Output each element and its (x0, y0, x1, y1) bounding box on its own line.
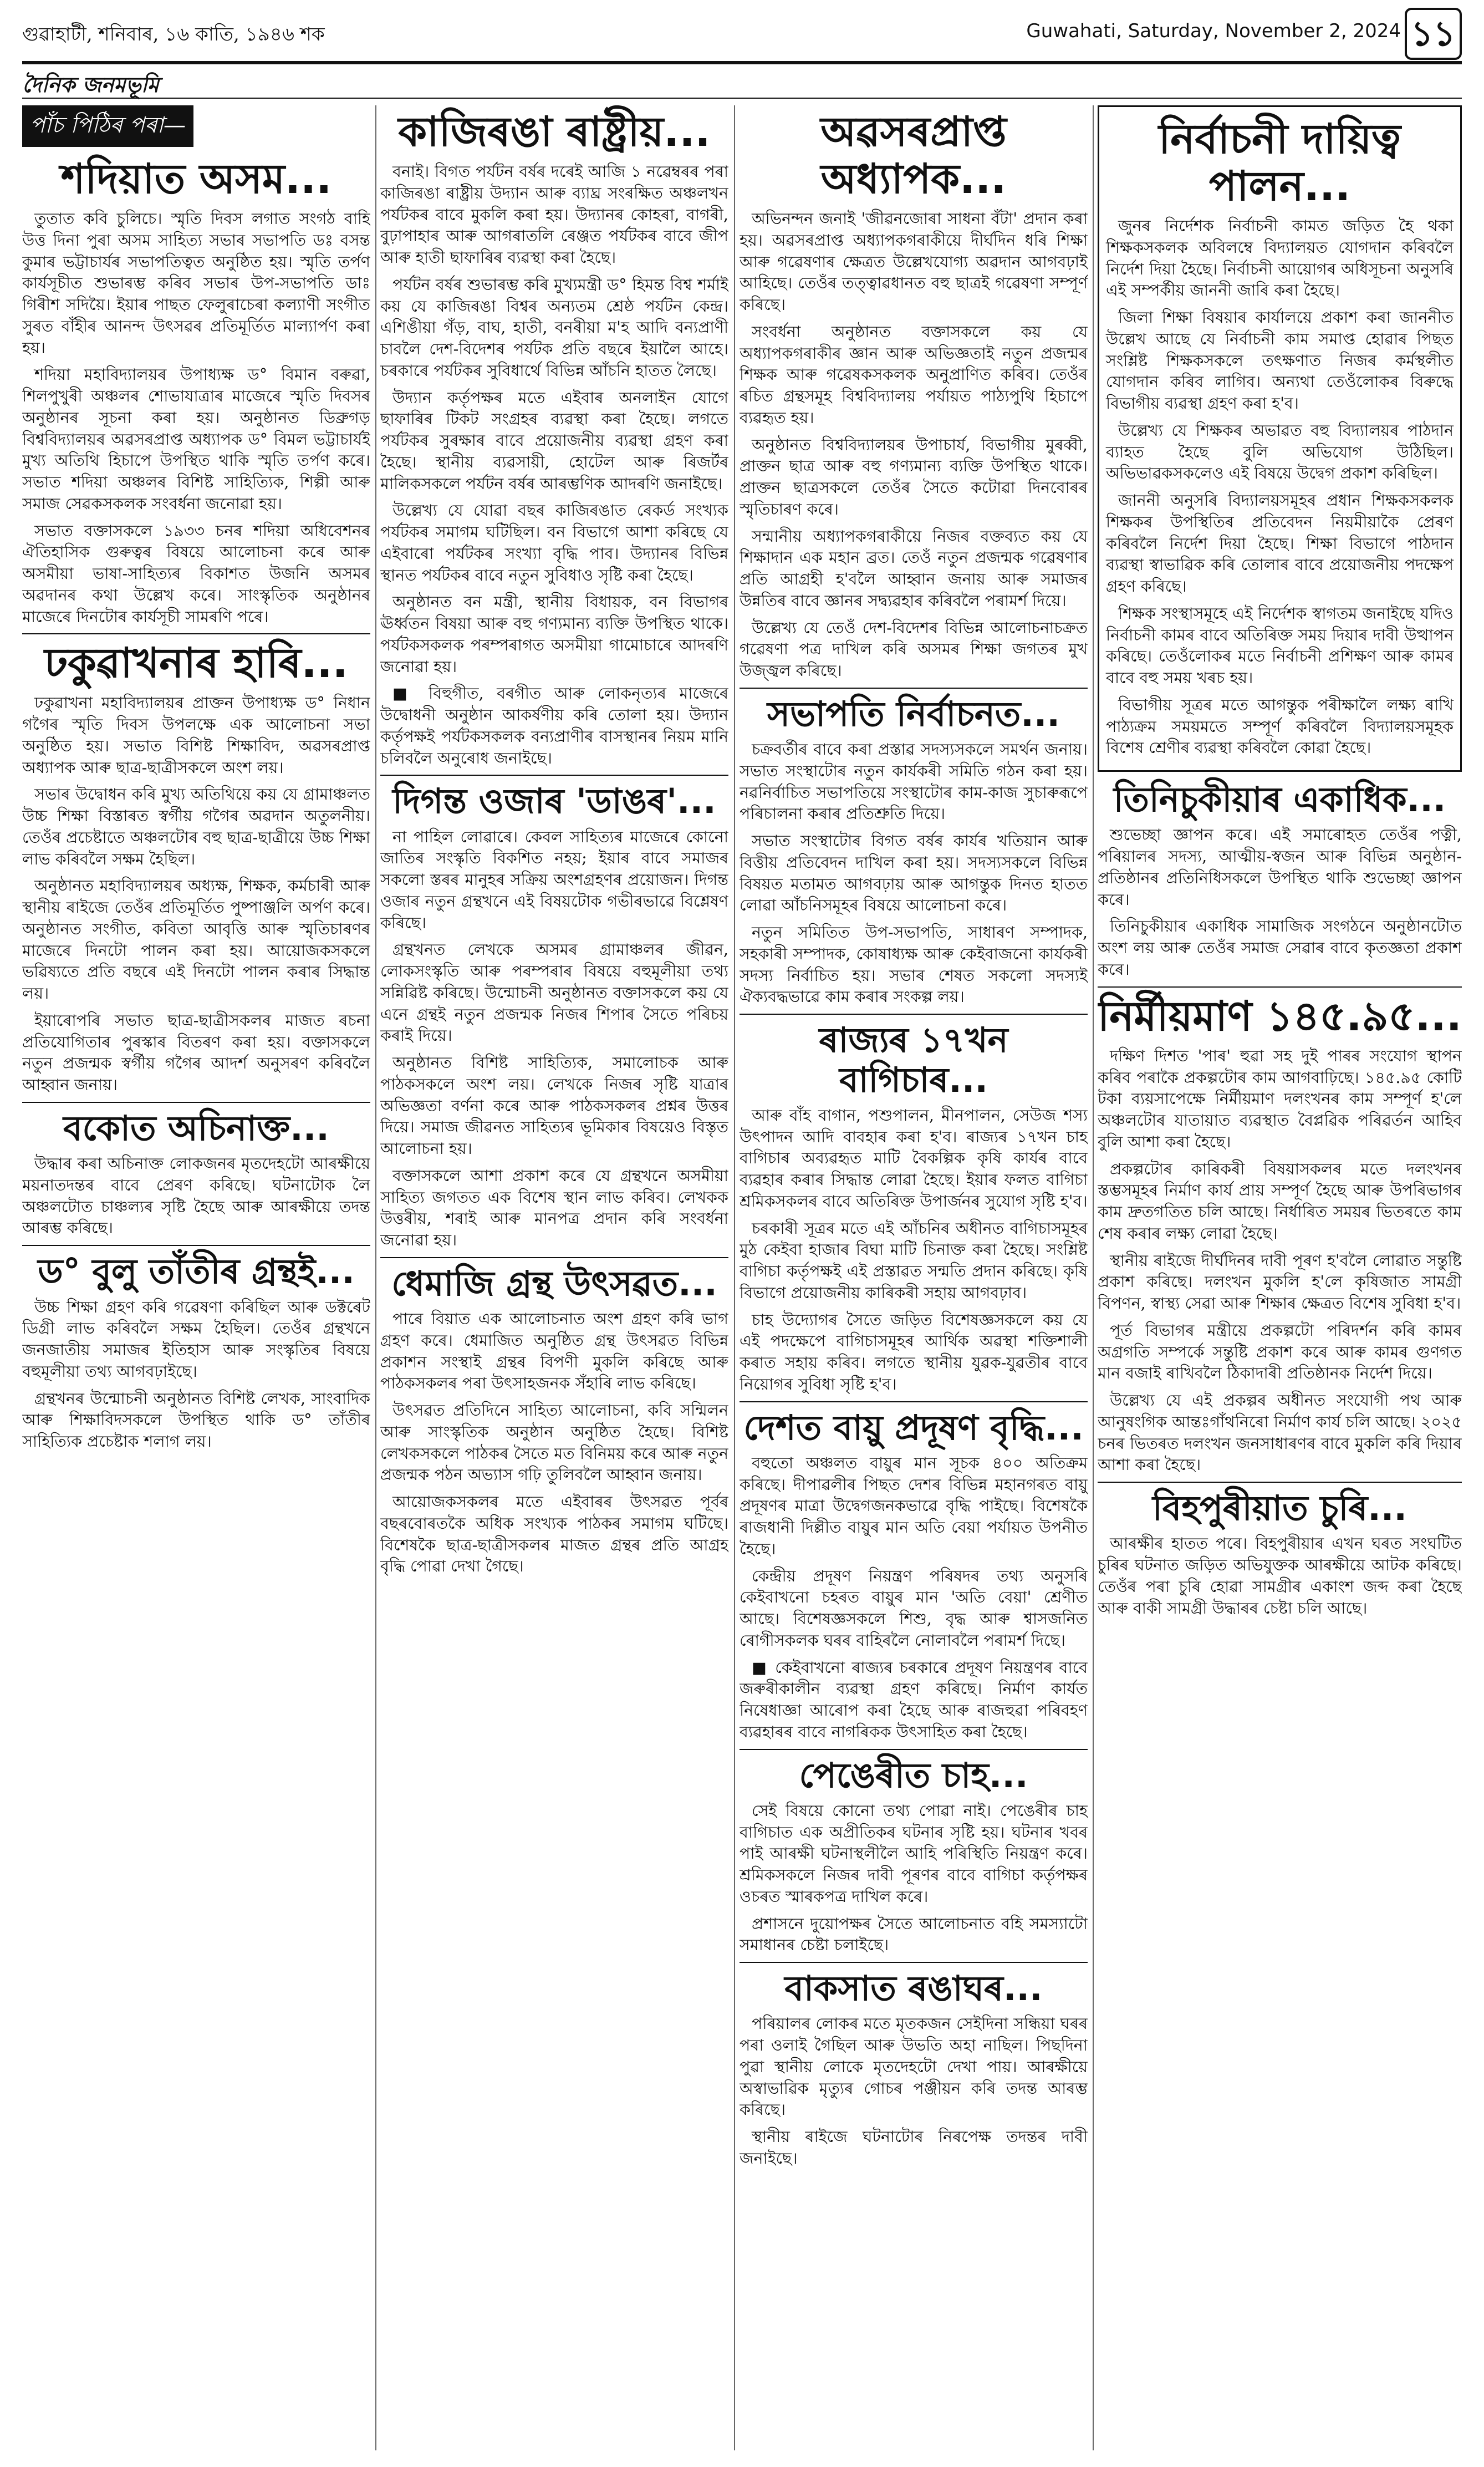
article-paragraph: শুভেচ্ছা জ্ঞাপন কৰে। এই সমাৰোহত তেওঁৰ পত্নী, পৰিয়ালৰ সদস্য, আত্মীয়-স্বজন আৰু বিভিন্ন অনুষ্ঠান-প্ৰতিষ্ঠানৰ প্ৰতিনিধিসকলে উপস্থিত থাকি শুভেচ্ছা জ্ঞাপন কৰে। (1098, 826, 1462, 909)
article-kaziranga (380, 109, 728, 769)
article-divider (22, 1245, 370, 1246)
article-air-pollution (740, 1408, 1088, 1743)
article-headline: নিৰ্বাচনী দায়িত্ব পালন... (1159, 115, 1401, 211)
page-number: ১১ (1405, 8, 1462, 60)
article-paragraph: সভাৰ উদ্বোধন কৰি মুখ্য অতিথিয়ে কয় যে গ্ৰামাঞ্চলত উচ্চ শিক্ষা বিস্তাৰত স্বৰ্গীয় গগৈৰ অৱদান অতুলনীয়। তেওঁৰ প্ৰচেষ্টাতে অঞ্চলটোৰ বহু ছাত্ৰ-ছাত্ৰীয়ে উচ্চ শিক্ষা লাভ কৰিবলৈ সক্ষম হৈছিল। (22, 785, 370, 868)
article-paragraph: সভাত সংস্থাটোৰ বিগত বৰ্ষৰ কাৰ্যৰ খতিয়ান আৰু বিত্তীয় প্ৰতিবেদন দাখিল কৰা হয়। সদস্যসকলে বিভিন্ন বিষয়ত মতামত আগবঢ়ায় আৰু আগন্তুক দিনত হাতত লোৱা আঁচনিসমূহৰ বিষয়ে আলোচনা কৰে। (740, 832, 1088, 915)
article-paragraph: শদিয়া মহাবিদ্যালয়ৰ উপাধ্যক্ষ ড° বিমান বৰুৱা, শিলপুখুৰী অঞ্চলৰ শোভাযাত্ৰাৰ মাজেৰে স্মৃতি দিবসৰ অনুষ্ঠানৰ সূচনা কৰা হয়। অনুষ্ঠানত ডিব্ৰুগড় বিশ্ববিদ্যালয়ৰ অৱসৰপ্ৰাপ্ত অধ্যাপক ড° বিমল ভট্টাচাৰ্যই মুখ্য অতিথি হিচাপে উপস্থিত থাকি স্মৃতি তৰ্পণ কৰে। সভাত শদিয়া অঞ্চলৰ বিশিষ্ট সাহিত্যিক, শিল্পী আৰু সমাজ সেৱকসকলক সংবৰ্ধনা জনোৱা হয়। (22, 365, 370, 513)
article-dhakuakhana (22, 640, 370, 1096)
article-shadiya (22, 156, 370, 628)
article-paragraph: অনুষ্ঠানত বন মন্ত্ৰী, স্থানীয় বিধায়ক, বন বিভাগৰ ঊৰ্ধ্বতন বিষয়া আৰু বহু গণ্যমান্য ব্যক্তি উপস্থিত থাকে। পৰ্যটকসকলক পৰম্পৰাগত অসমীয়া গামোচাৰে আদৰণি জনোৱা হয়। (380, 593, 728, 676)
article-paragraph: জিলা শিক্ষা বিষয়াৰ কাৰ্যালয়ে প্ৰকাশ কৰা জাননীত উল্লেখ আছে যে নিৰ্বাচনী কাম সমাপ্ত হোৱাৰ পিছত সংশ্লিষ্ট শিক্ষকসকলে তৎক্ষণাত নিজৰ কৰ্মস্থলীত যোগদান কৰিব লাগিব। অন্যথা তেওঁলোকৰ বিৰুদ্ধে বিভাগীয় ব্যৱস্থা গ্ৰহণ কৰা হ'ব। (1106, 308, 1454, 413)
column-title: পাঁচ পিঠিৰ পৰা— (22, 105, 193, 147)
article-paragraph: উল্লেখ্য যে এই প্ৰকল্পৰ অধীনত সংযোগী পথ আৰু আনুষংগিক আন্তঃগাঁথনিৰো নিৰ্মাণ কাৰ্য চলি আছে। ২০২৫ চনৰ ভিতৰত দলংখন জনসাধাৰণৰ বাবে মুকলি কৰি দিয়াৰ আশা কৰা হৈছে। (1098, 1391, 1462, 1474)
column-separator (734, 105, 735, 2450)
article-divider (380, 775, 728, 776)
article-divider (22, 633, 370, 634)
article-paragraph: স্থানীয় ৰাইজে দীৰ্ঘদিনৰ দাবী পূৰণ হ'বলৈ লোৱাত সন্তুষ্টি প্ৰকাশ কৰিছে। দলংখন মুকলি হ'লে কৃষিজাত সামগ্ৰী বিপণন, স্বাস্থ্য সেৱা আৰু শিক্ষাৰ ক্ষেত্ৰত বিশেষ সুবিধা হ'ব। (1098, 1251, 1462, 1313)
article-paragraph: ■ কেইবাখনো ৰাজ্যৰ চৰকাৰে প্ৰদূষণ নিয়ন্ত্ৰণৰ বাবে জৰুৰীকালীন ব্যৱস্থা গ্ৰহণ কৰিছে। নিৰ্মাণ কাৰ্যত নিষেধাজ্ঞা আৰোপ কৰা হৈছে আৰু ৰাজহুৱা পৰিবহণ ব্যৱহাৰৰ বাবে নাগৰিকক উৎসাহিত কৰা হৈছে। (740, 1658, 1088, 1741)
column-3 (740, 105, 1088, 2450)
article-paragraph: কেন্দ্ৰীয় প্ৰদূষণ নিয়ন্ত্ৰণ পৰিষদৰ তথ্য অনুসৰি কেইবাখনো চহৰত বায়ুৰ মান 'অতি বেয়া' শ্ৰেণীত আছে। বিশেষজ্ঞসকলে শিশু, বৃদ্ধ আৰু শ্বাসজনিত ৰোগীসকলক ঘৰৰ বাহিৰলৈ নোলাবলৈ পৰামৰ্শ দিছে। (740, 1566, 1088, 1650)
article-paragraph: প্ৰশাসনে দুয়োপক্ষৰ সৈতে আলোচনাত বহি সমস্যাটো সমাধানৰ চেষ্টা চলাইছে। (740, 1914, 1088, 1955)
article-headline: ৰাজ্যৰ ১৭খন বাগিচাৰ... (819, 1020, 1008, 1100)
article-president-election (740, 694, 1088, 1008)
article-paragraph: অভিনন্দন জনাই 'জীৱনজোৰা সাধনা বঁটা' প্ৰদান কৰা হয়। অৱসৰপ্ৰাপ্ত অধ্যাপকগৰাকীয়ে দীৰ্ঘদিন ধৰি শিক্ষা আৰু গৱেষণাৰ ক্ষেত্ৰত উল্লেখযোগ্য অৱদান আগবঢ়াই আহিছে। তেওঁৰ তত্ত্বাৱধানত বহু ছাত্ৰই গৱেষণা সম্পূৰ্ণ কৰিছে। (740, 210, 1088, 314)
article-divider (1098, 986, 1462, 988)
column-separator (1093, 105, 1094, 2450)
article-paragraph: অনুষ্ঠানত মহাবিদ্যালয়ৰ অধ্যক্ষ, শিক্ষক, কৰ্মচাৰী আৰু স্থানীয় ৰাইজে তেওঁৰ প্ৰতিমূৰ্তিত পুষ্পাঞ্জলি অৰ্পণ কৰে। অনুষ্ঠানত সংগীত, কবিতা আবৃত্তি আৰু স্মৃতিচাৰণৰ মাজেৰে দিনটো পালন কৰা হয়। আয়োজকসকলে ভৱিষ্যতে প্ৰতি বছৰে এই দিনটো পালন কৰাৰ সিদ্ধান্ত লয়। (22, 877, 370, 1003)
masthead-rule (22, 61, 1462, 64)
article-paragraph: সংবৰ্ধনা অনুষ্ঠানত বক্তাসকলে কয় যে অধ্যাপকগৰাকীৰ জ্ঞান আৰু অভিজ্ঞতাই নতুন প্ৰজন্মৰ শিক্ষক আৰু গৱেষকসকলক অনুপ্ৰাণিত কৰিব। তেওঁৰ ৰচিত গ্ৰন্থসমূহ বিশ্ববিদ্যালয় পৰ্যায়ত পাঠ্যপুথি হিচাপে ব্যৱহৃত হয়। (740, 322, 1088, 427)
article-headline: ঢকুৱাখনাৰ হাৰি... (44, 639, 348, 688)
article-paragraph: বক্তাসকলে আশা প্ৰকাশ কৰে যে গ্ৰন্থখনে অসমীয়া সাহিত্য জগতত এক বিশেষ স্থান লাভ কৰিব। লেখকক উত্তৰীয়, শৰাই আৰু মানপত্ৰ প্ৰদান কৰি সংবৰ্ধনা জনোৱা হয়। (380, 1166, 728, 1250)
article-paragraph: পূৰ্ত বিভাগৰ মন্ত্ৰীয়ে প্ৰকল্পটো পৰিদৰ্শন কৰি কামৰ অগ্ৰগতি সম্পৰ্কে সন্তুষ্টি প্ৰকাশ কৰে আৰু কামৰ গুণগত মান বজাই ৰাখিবলৈ ঠিকাদাৰী প্ৰতিষ্ঠানক নিৰ্দেশ দিয়ে। (1098, 1321, 1462, 1383)
article-paragraph: পাৰে বিয়াত এক আলোচনাত অংশ গ্ৰহণ কৰি ভাগ গ্ৰহণ কৰে। ধেমাজিত অনুষ্ঠিত গ্ৰন্থ উৎসৱত বিভিন্ন প্ৰকাশন সংস্থাই গ্ৰন্থৰ বিপণী মুকলি কৰিছে আৰু পাঠকসকলৰ পৰা উৎসাহজনক সঁহাৰি লাভ কৰিছে। (380, 1310, 728, 1393)
article-paragraph: গ্ৰন্থখনত লেখকে অসমৰ গ্ৰামাঞ্চলৰ জীৱন, লোকসংস্কৃতি আৰু পৰম্পৰাৰ বিষয়ে বহুমূলীয়া তথ্য সন্নিৱিষ্ট কৰিছে। উন্মোচনী অনুষ্ঠানত বক্তাসকলে কয় যে এনে গ্ৰন্থই নতুন প্ৰজন্মক নিজৰ শিপাৰ সৈতে পৰিচয় কৰাই দিয়ে। (380, 940, 728, 1045)
article-headline: পেঙেৰীত চাহ... (799, 1754, 1028, 1795)
article-headline: ড° বুলু তাঁতীৰ গ্ৰন্থই... (38, 1251, 355, 1292)
article-headline: সভাপতি নিৰ্বাচনত... (767, 693, 1060, 734)
newspaper-name: দৈনিক জনমভূমি (22, 72, 159, 97)
article-headline: অৱসৰপ্ৰাপ্ত অধ্যাপক... (820, 108, 1007, 204)
article-paragraph: বহুতো অঞ্চলত বায়ুৰ মান সূচক ৪০০ অতিক্ৰম কৰিছে। দীপাৱলীৰ পিছত দেশৰ বিভিন্ন মহানগৰত বায়ু প্ৰদূষণৰ মাত্ৰা উদ্বেগজনকভাৱে বৃদ্ধি পাইছে। বিশেষকৈ ৰাজধানী দিল্লীত বায়ুৰ মান অতি বেয়া পৰ্যায়ত উপনীত হৈছে। (740, 1453, 1088, 1558)
article-paragraph: না পাহিল লোৱাৰে। কেবল সাহিত্যৰ মাজেৰে কোনো জাতিৰ সংস্কৃতি বিকশিত নহয়; ইয়াৰ বাবে সমাজৰ সকলো স্তৰৰ মানুহৰ সক্ৰিয় অংশগ্ৰহণৰ প্ৰয়োজন। দিগন্ত ওজাৰ নতুন গ্ৰন্থখনে এই বিষয়টোক গভীৰভাৱে বিশ্লেষণ কৰিছে। (380, 827, 728, 932)
article-digonta-oja (380, 781, 728, 1252)
article-paragraph: অনুষ্ঠানত বিশিষ্ট সাহিত্যিক, সমালোচক আৰু পাঠকসকলে অংশ লয়। লেখকে নিজৰ সৃষ্টি যাত্ৰাৰ অভিজ্ঞতা বৰ্ণনা কৰে আৰু পাঠকসকলৰ প্ৰশ্নৰ উত্তৰ দিয়ে। সমাজ জীৱনত সাহিত্যৰ ভূমিকাৰ বিষয়েও বিস্তৃত আলোচনা হয়। (380, 1054, 728, 1158)
article-tea-gardens (740, 1020, 1088, 1395)
article-divider (740, 1014, 1088, 1015)
article-retired-professor (740, 109, 1088, 682)
article-paragraph: অনুষ্ঠানত বিশ্ববিদ্যালয়ৰ উপাচাৰ্য, বিভাগীয় মুৰব্বী, প্ৰাক্তন ছাত্ৰ আৰু বহু গণ্যমান্য ব্যক্তি উপস্থিত থাকে। প্ৰাক্তন ছাত্ৰসকলে তেওঁৰ সৈতে কটোৱা দিনবোৰৰ স্মৃতিচাৰণ কৰে। (740, 435, 1088, 518)
article-headline: দিগন্ত ওজাৰ 'ডাঙৰ'... (392, 781, 716, 822)
article-paragraph: উচ্চ শিক্ষা গ্ৰহণ কৰি গৱেষণা কৰিছিল আৰু ডক্টৰেট ডিগ্ৰী লাভ কৰিবলৈ সক্ষম হৈছিল। তেওঁৰ গ্ৰন্থখনে জনজাতীয় সমাজৰ ইতিহাস আৰু সংস্কৃতিৰ বিষয়ে বহুমূলীয়া তথ্য আগবঢ়াইছে। (22, 1298, 370, 1381)
column-4 (1098, 105, 1462, 2450)
article-paragraph: বিভাগীয় সূত্ৰৰ মতে আগন্তুক পৰীক্ষালৈ লক্ষ্য ৰাখি পাঠ্যক্ৰম সময়মতে সম্পূৰ্ণ কৰিবলৈ বিদ্যালয়সমূহক বিশেষ শ্ৰেণীৰ ব্যৱস্থা কৰিবলৈ কোৱা হৈছে। (1106, 695, 1454, 757)
article-paragraph: চৰকাৰী সূত্ৰৰ মতে এই আঁচনিৰ অধীনত বাগিচাসমূহৰ মুঠ কেইবা হাজাৰ বিঘা মাটি চিনাক্ত কৰা হৈছে। সংশ্লিষ্ট বাগিচা কৰ্তৃপক্ষই এই প্ৰস্তাৱত সন্মতি প্ৰদান কৰিছে। কৃষি বিভাগে প্ৰয়োজনীয় কাৰিকৰী সহায় আগবঢ়াব। (740, 1219, 1088, 1302)
article-bihpuria-theft (1098, 1488, 1462, 1619)
article-election-duty (1098, 105, 1462, 772)
article-dhemaji-book-fest (380, 1264, 728, 1578)
article-paragraph: ঢকুৱাখনা মহাবিদ্যালয়ৰ প্ৰাক্তন উপাধ্যক্ষ ড° নিধান গগৈৰ স্মৃতি দিবস উপলক্ষে এক আলোচনা সভা অনুষ্ঠিত হয়। সভাত বিশিষ্ট শিক্ষাবিদ, অৱসৰপ্ৰাপ্ত অধ্যাপক আৰু ছাত্ৰ-ছাত্ৰীসকলে অংশ লয়। (22, 694, 370, 777)
article-divider (740, 1749, 1088, 1750)
article-paragraph: স্থানীয় ৰাইজে ঘটনাটোৰ নিৰপেক্ষ তদন্তৰ দাবী জনাইছে। (740, 2128, 1088, 2168)
article-paragraph: সেই বিষয়ে কোনো তথ্য পোৱা নাই। পেঙেৰীৰ চাহ বাগিচাত এক অপ্ৰীতিকৰ ঘটনাৰ সৃষ্টি হয়। ঘটনাৰ খবৰ পাই আৰক্ষী ঘটনাস্থলীলৈ আহি পৰিস্থিতি নিয়ন্ত্ৰণ কৰে। শ্ৰমিকসকলে নিজৰ দাবী পূৰণৰ বাবে বাগিচা কৰ্তৃপক্ষৰ ওচৰত স্মাৰকপত্ৰ দাখিল কৰে। (740, 1801, 1088, 1906)
article-paragraph: তুতাত কবি চুলিচে। স্মৃতি দিবস লগাত সংগঠ বাহি উত্ত দিনা পুৰা অসম সাহিত্য সভাৰ সভাপতি ডঃ বসন্ত কুমাৰ ভট্টাচাৰ্যৰ সভাপতিত্বত অনুষ্ঠিত হয়। স্মৃতি তৰ্পণ কাৰ্যসূচীত শুভাৰম্ভ কৰিব সভাৰ উপ-সভাপতি ডাঃ গিৰীশ সদিয়ৈ। ইয়াৰ পাছত ফেলুৰাচেৰা কল্যাণী সংগীত সুৰত বাঁহীৰ আনন্দ উৎসৱৰ প্ৰতিমূৰ্তিত মাল্যাৰ্পণ কৰা হয়। (22, 210, 370, 357)
article-paragraph: পৰিয়ালৰ লোকৰ মতে মৃতকজন সেইদিনা সন্ধিয়া ঘৰৰ পৰা ওলাই গৈছিল আৰু উভতি অহা নাছিল। পিছদিনা পুৱা স্থানীয় লোকে মৃতদেহটো দেখা পায়। আৰক্ষীয়ে অস্বাভাৱিক মৃত্যুৰ গোচৰ পঞ্জীয়ন কৰি তদন্ত আৰম্ভ কৰিছে। (740, 2015, 1088, 2119)
article-baksa (740, 1968, 1088, 2170)
article-headline: কাজিৰঙা ৰাষ্ট্ৰীয়... (398, 108, 711, 156)
article-headline: নিৰ্মীয়মাণ ১৪৫.৯৫... (1098, 992, 1462, 1040)
article-paragraph: উল্লেখ্য যে শিক্ষকৰ অভাৱত বহু বিদ্যালয়ৰ পাঠদান ব্যাহত হৈছে বুলি অভিযোগ উঠিছিল। অভিভাৱকসকলেও এই বিষয়ে উদ্বেগ প্ৰকাশ কৰিছিল। (1106, 421, 1454, 483)
article-divider (22, 1102, 370, 1103)
article-divider (740, 688, 1088, 689)
article-tinsukia (1098, 780, 1462, 981)
article-paragraph: ইয়াৰোপৰি সভাত ছাত্ৰ-ছাত্ৰীসকলৰ মাজত ৰচনা প্ৰতিযোগিতাৰ পুৰস্কাৰ বিতৰণ কৰা হয়। বক্তাসকলে নতুন প্ৰজন্মক স্বৰ্গীয় গগৈৰ আদৰ্শ অনুসৰণ কৰিবলৈ আহ্বান জনায়। (22, 1011, 370, 1095)
article-paragraph: জাননী অনুসৰি বিদ্যালয়সমূহৰ প্ৰধান শিক্ষকসকলক শিক্ষকৰ উপস্থিতিৰ প্ৰতিবেদন নিয়মীয়াকৈ প্ৰেৰণ কৰিবলৈ নিৰ্দেশ দিয়া হৈছে। শিক্ষা বিভাগে পাঠদান ব্যৱস্থা স্বাভাৱিক কৰি তোলাৰ বাবে প্ৰয়োজনীয় পদক্ষেপ গ্ৰহণ কৰিছে। (1106, 491, 1454, 596)
article-paragraph: সন্মানীয় অধ্যাপকগৰাকীয়ে নিজৰ বক্তব্যত কয় যে শিক্ষাদান এক মহান ব্ৰত। তেওঁ নতুন প্ৰজন্মক গৱেষণাৰ প্ৰতি আগ্ৰহী হ'বলৈ আহ্বান জনায় আৰু সমাজৰ উন্নতিৰ বাবে জ্ঞানৰ সদ্ব্যৱহাৰ কৰিবলৈ পৰামৰ্শ দিয়ে। (740, 527, 1088, 610)
article-divider (740, 1401, 1088, 1402)
header-rule (22, 98, 1462, 99)
article-paragraph: উৎসৱত প্ৰতিদিনে সাহিত্য আলোচনা, কবি সন্মিলন আৰু সাংস্কৃতিক অনুষ্ঠান অনুষ্ঠিত হৈছে। বিশিষ্ট লেখকসকলে পাঠকৰ সৈতে মত বিনিময় কৰে আৰু নতুন প্ৰজন্মক পঠন অভ্যাস গঢ়ি তুলিবলৈ আহ্বান জনায়। (380, 1401, 728, 1484)
article-bakot (22, 1108, 370, 1239)
article-paragraph: উদ্ধাৰ কৰা অচিনাক্ত লোকজনৰ মৃতদেহটো আৰক্ষীয়ে ময়নাতদন্তৰ বাবে প্ৰেৰণ কৰিছে। ঘটনাটোক লৈ অঞ্চলটোত চাঞ্চল্যৰ সৃষ্টি হৈছে আৰু আৰক্ষীয়ে তদন্ত আৰম্ভ কৰিছে। (22, 1154, 370, 1238)
article-paragraph: তিনিচুকীয়াৰ একাধিক সামাজিক সংগঠনে অনুষ্ঠানটোত অংশ লয় আৰু তেওঁৰ সমাজ সেৱাৰ বাবে কৃতজ্ঞতা প্ৰকাশ কৰে। (1098, 917, 1462, 979)
article-headline: বাকসাত ৰঙাঘৰ... (784, 1968, 1043, 2009)
article-divider (740, 1962, 1088, 1963)
article-bridge-construction (1098, 993, 1462, 1476)
column-separator (375, 105, 376, 2450)
article-paragraph: পৰ্যটন বৰ্ষৰ শুভাৰম্ভ কৰি মুখ্যমন্ত্ৰী ড° হিমন্ত বিশ্ব শৰ্মাই কয় যে কাজিৰঙা বিশ্বৰ অন্যতম শ্ৰেষ্ঠ পৰ্যটন কেন্দ্ৰ। এশিঙীয়া গঁড়, বাঘ, হাতী, বনৰীয়া ম'হ আদি বন্যপ্ৰাণী চাবলৈ দেশ-বিদেশৰ পৰ্যটক প্ৰতি বছৰে ইয়ালৈ আহে। চৰকাৰে পৰ্যটকৰ সুবিধাৰ্থে বিভিন্ন আঁচনি হাতত লৈছে। (380, 275, 728, 380)
article-headline: বিহপুৰীয়াত চুৰি... (1152, 1488, 1407, 1529)
article-paragraph: উল্লেখ্য যে যোৱা বছৰ কাজিৰঙাত ৰেকৰ্ড সংখ্যক পৰ্যটকৰ সমাগম ঘটিছিল। বন বিভাগে আশা কৰিছে যে এইবাৰো পৰ্যটকৰ সংখ্যা বৃদ্ধি পাব। উদ্যানৰ বিভিন্ন স্থানত পৰ্যটকৰ বাবে নতুন সুবিধাও সৃষ্টি কৰা হৈছে। (380, 501, 728, 584)
article-headline: তিনিচুকীয়াৰ একাধিক... (1113, 779, 1446, 820)
article-paragraph: আৰক্ষীৰ হাতত পৰে। বিহপুৰীয়াৰ এখন ঘৰত সংঘটিত চুৰিৰ ঘটনাত জড়িত অভিযুক্তক আৰক্ষীয়ে আটক কৰিছে। তেওঁৰ পৰা চুৰি হোৱা সামগ্ৰীৰ একাংশ জব্দ কৰা হৈছে আৰু বাকী সামগ্ৰী উদ্ধাৰৰ চেষ্টা চলি আছে। (1098, 1534, 1462, 1617)
article-paragraph: নতুন সমিতিত উপ-সভাপতি, সাধাৰণ সম্পাদক, সহকাৰী সম্পাদক, কোষাধ্যক্ষ আৰু কেইবাজনো কাৰ্যকৰী সদস্য নিৰ্বাচিত হয়। সভাৰ শেষত সকলো সদস্যই ঐক্যবদ্ধভাৱে কাম কৰাৰ সংকল্প লয়। (740, 923, 1088, 1006)
article-paragraph: প্ৰকল্পটোৰ কাৰিকৰী বিষয়াসকলৰ মতে দলংখনৰ স্তম্ভসমূহৰ নিৰ্মাণ কাৰ্য প্ৰায় সম্পূৰ্ণ হৈছে আৰু উপৰিভাগৰ কাম দ্ৰুতগতিত চলি আছে। নিৰ্ধাৰিত সময়ৰ ভিতৰতে কাম শেষ কৰাৰ লক্ষ্য লোৱা হৈছে। (1098, 1159, 1462, 1243)
masthead-date-assamese: গুৱাহাটী, শনিবাৰ, ১৬ কাতি, ১৯৪৬ শক (22, 23, 325, 45)
article-paragraph: আয়োজকসকলৰ মতে এইবাৰৰ উৎসৱত পূৰ্বৰ বছৰবোৰতকৈ অধিক সংখ্যক পাঠকৰ সমাগম ঘটিছে। বিশেষকৈ ছাত্ৰ-ছাত্ৰীসকলৰ মাজত গ্ৰন্থৰ প্ৰতি আগ্ৰহ বৃদ্ধি পোৱা দেখা গৈছে। (380, 1493, 728, 1576)
article-paragraph: উল্লেখ্য যে তেওঁ দেশ-বিদেশৰ বিভিন্ন আলোচনাচক্ৰত গৱেষণা পত্ৰ দাখিল কৰি অসমৰ শিক্ষা জগতৰ মুখ উজ্জ্বল কৰিছে। (740, 618, 1088, 680)
article-divider (380, 1257, 728, 1258)
article-paragraph: উদ্যান কৰ্তৃপক্ষৰ মতে এইবাৰ অনলাইন যোগে ছাফাৰিৰ টিকট সংগ্ৰহৰ ব্যৱস্থা কৰা হৈছে। লগতে পৰ্যটকৰ সুৰক্ষাৰ বাবে প্ৰয়োজনীয় ব্যৱস্থা গ্ৰহণ কৰা হৈছে। স্থানীয় ব্যৱসায়ী, হোটেল আৰু ৰিজৰ্টৰ মালিকসকলে পৰ্যটন বৰ্ষৰ আৰম্ভণিক আদৰণি জনাইছে। (380, 388, 728, 493)
article-paragraph: চাহ উদ্যোগৰ সৈতে জড়িত বিশেষজ্ঞসকলে কয় যে এই পদক্ষেপে বাগিচাসমূহৰ আৰ্থিক অৱস্থা শক্তিশালী কৰাত সহায় কৰিব। লগতে স্থানীয় যুৱক-যুৱতীৰ বাবে নিয়োগৰ সুবিধা সৃষ্টি হ'ব। (740, 1310, 1088, 1393)
article-divider (1098, 1482, 1462, 1483)
article-paragraph: বনাই। বিগত পৰ্যটন বৰ্ষৰ দৰেই আজি ১ নৱেম্বৰৰ পৰা কাজিৰঙা ৰাষ্ট্ৰীয় উদ্যান আৰু ব্যাঘ্ৰ সংৰক্ষিত অঞ্চলখন পৰ্যটকৰ বাবে মুকলি কৰা হয়। উদ্যানৰ কোহৰা, বাগৰী, বুঢ়াপাহাৰ আৰু আগৰাতলি ৰেঞ্জত পৰ্যটকৰ বাবে জীপ আৰু হাতী ছাফাৰিৰ ব্যৱস্থা কৰা হৈছে। (380, 162, 728, 267)
article-paragraph: ■ বিহুগীত, বৰগীত আৰু লোকনৃত্যৰ মাজেৰে উদ্বোধনী অনুষ্ঠান আকৰ্ষণীয় কৰি তোলা হয়। উদ্যান কৰ্তৃপক্ষই পৰ্যটকসকলক বন্যপ্ৰাণীৰ বাসস্থানৰ নিয়ম মানি চলিবলৈ অনুৰোধ জনাইছে। (380, 684, 728, 767)
column-1 (22, 105, 370, 2450)
article-paragraph: দক্ষিণ দিশত 'পাৰ' হুৱা সহ দুই পাৰৰ সংযোগ স্থাপন কৰিব পৰাকৈ প্ৰকল্পটোৰ কাম আগবাঢ়িছে। ১৪৫.৯৫ কোটি টকা ব্যয়সাপেক্ষে নিৰ্মীয়মাণ দলংখনৰ কাম সম্পূৰ্ণ হ'লে অঞ্চলটোৰ যাতায়াত ব্যৱস্থাত বৈপ্লৱিক পৰিৱৰ্তন আহিব বুলি আশা কৰা হৈছে। (1098, 1046, 1462, 1151)
article-paragraph: আৰু বাঁহ বাগান, পশুপালন, মীনপালন, সেউজ শস্য উৎপাদন আদি বাবহাৰ কৰা হ'ব। ৰাজ্যৰ ১৭খন চাহ বাগিচাৰ অব্যৱহৃত মাটি বৈকল্পিক কৃষি কাৰ্যৰ বাবে ব্যৱহাৰ কৰাৰ সিদ্ধান্ত লোৱা হৈছে। ইয়াৰ ফলত বাগিচা শ্ৰমিকসকলৰ বাবে অতিৰিক্ত উপাৰ্জনৰ সুযোগ সৃষ্টি হ'ব। (740, 1106, 1088, 1210)
article-pengeri-tea (740, 1756, 1088, 1957)
column-2 (380, 105, 728, 2450)
article-paragraph: সভাত বক্তাসকলে ১৯৩৩ চনৰ শদিয়া অধিবেশনৰ ঐতিহাসিক গুৰুত্বৰ বিষয়ে আলোচনা কৰে আৰু অসমীয়া ভাষা-সাহিত্যৰ বিকাশত উজনি অসমৰ অৱদানৰ কথা উল্লেখ কৰে। সাংস্কৃতিক অনুষ্ঠানৰ মাজেৰে দিনটোৰ কাৰ্যসূচী সামৰণি পৰে। (22, 521, 370, 626)
article-paragraph: শিক্ষক সংস্থাসমূহে এই নিৰ্দেশক স্বাগতম জনাইছে যদিও নিৰ্বাচনী কামৰ বাবে অতিৰিক্ত সময় দিয়াৰ দাবী উত্থাপন কৰিছে। তেওঁলোকৰ মতে নিৰ্বাচনী প্ৰশিক্ষণ আৰু কামৰ বাবে বহু সময় খৰচ হয়। (1106, 604, 1454, 688)
article-headline: বকোত অচিনাক্ত... (63, 1107, 329, 1148)
article-headline: শদিয়াত অসম... (60, 155, 332, 203)
masthead-date-english: Guwahati, Saturday, November 2, 2024 (1026, 20, 1401, 42)
article-paragraph: চক্ৰবৰ্তীৰ বাবে কৰা প্ৰস্তাৱ সদস্যসকলে সমৰ্থন জনায়। সভাত সংস্থাটোৰ নতুন কাৰ্যকৰী সমিতি গঠন কৰা হয়। নৱনিৰ্বাচিত সভাপতিয়ে সংস্থাটোৰ কাম-কাজ সুচাৰুৰূপে পৰিচালনা কৰাৰ প্ৰতিশ্ৰুতি দিয়ে। (740, 740, 1088, 823)
article-paragraph: জুনৰ নিৰ্দেশক নিৰ্বাচনী কামত জড়িত হৈ থকা শিক্ষকসকলক অবিলম্বে বিদ্যালয়ত যোগদান কৰিবলৈ নিৰ্দেশ দিয়া হৈছে। নিৰ্বাচনী আয়োগৰ অধিসূচনা অনুসৰি এই সম্পৰ্কীয় জাননী জাৰি কৰা হৈছে। (1106, 217, 1454, 300)
article-paragraph: গ্ৰন্থখনৰ উন্মোচনী অনুষ্ঠানত বিশিষ্ট লেখক, সাংবাদিক আৰু শিক্ষাবিদসকলে উপস্থিত থাকি ড° তাঁতীৰ সাহিত্যিক প্ৰচেষ্টাক শলাগ লয়। (22, 1389, 370, 1451)
article-headline: দেশত বায়ু প্ৰদূষণ বৃদ্ধি... (743, 1407, 1084, 1448)
article-bulu-tanti (22, 1252, 370, 1453)
article-headline: ধেমাজি গ্ৰন্থ উৎসৱত... (391, 1263, 717, 1304)
